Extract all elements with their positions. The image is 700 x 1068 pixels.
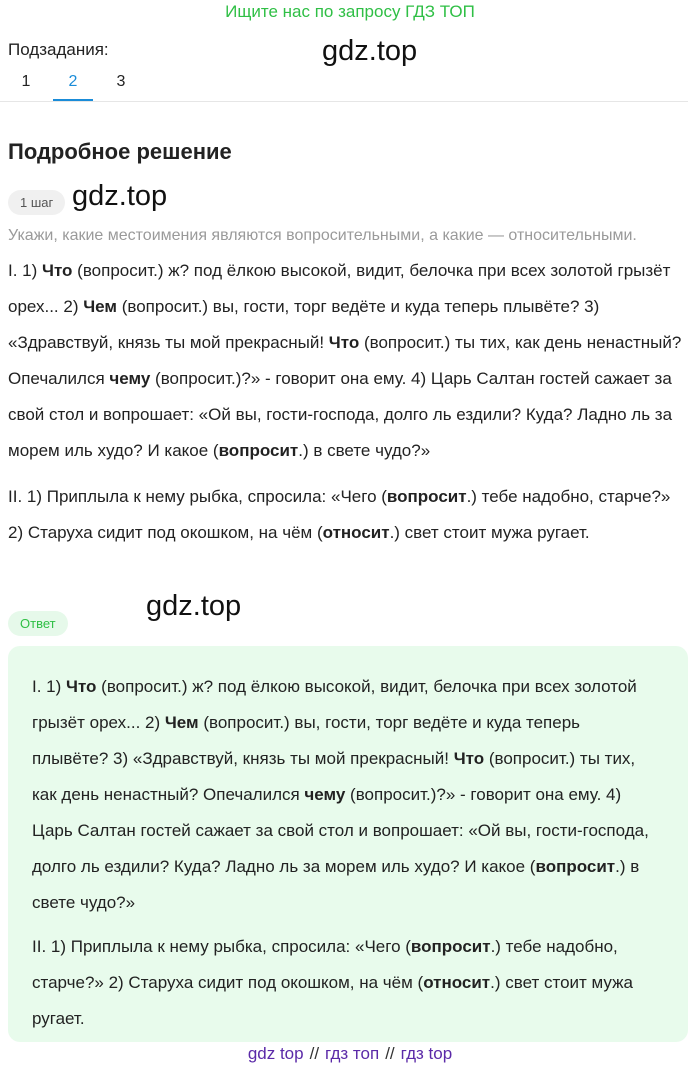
text-run: .) тебе надобно, старче?» 2) Старуха сидит под окошком, на чём ( [32,937,618,992]
subtask-tab-1[interactable]: 1 [21,73,31,90]
text-run: (вопросит.) вы, гости, торг ведёте и куда теперь плывёте? 3) «Здравствуй, князь ты мой прекрасный! [8,297,600,352]
answer-box [8,646,688,1042]
active-tab-indicator [53,99,93,101]
bold-pronoun: Чем [83,297,117,316]
text-run: (вопросит.)?» - говорит она ему. 4) Царь Салтан гостей сажает за свой стол и вопрошает: «Ой вы, гости-господа, долго ль ездили? Куда? Ладно ль за морем иль худо? И какое ( [8,369,673,460]
bold-pronoun: чему [304,785,346,804]
footer-link-1[interactable]: gdz top [247,1044,304,1063]
step-badge: 1 шаг [8,190,65,215]
text-run: II. 1) Приплыла к нему рыбка, спросила: «Чего ( [32,937,411,956]
text-run: .) свет стоит мужа ругает. [389,523,590,542]
text-run: .) тебе надобно, старче?» 2) Старуха сидит под окошком, на чём ( [8,487,671,542]
text-run: (вопросит.) ты тих, как день ненастный? Опечалился [32,749,636,804]
solution-paragraph-2 [8,479,688,551]
bold-pronoun: вопросит [535,857,616,876]
bold-pronoun: Что [453,749,485,768]
text-run: I. 1) [32,677,67,696]
text-run: .) свет стоит мужа ругает. [32,973,633,1028]
bold-pronoun: относит [322,523,390,542]
footer-separator: // [309,1044,320,1063]
watermark: gdz.top [146,590,242,622]
solution-paragraph-1 [8,253,688,469]
answer-badge: Ответ [8,611,68,636]
text-run: (вопросит.) ты тих, как день ненастный? Опечалился [8,333,682,388]
footer-link-2[interactable]: гдз топ [325,1044,380,1063]
text-run: (вопросит.) вы, гости, торг ведёте и куда теперь плывёте? 3) «Здравствуй, князь ты мой прекрасный! [32,713,581,768]
answer-paragraph-1 [32,669,658,921]
bold-pronoun: Чем [164,713,199,732]
answer-paragraph-2 [32,929,658,1037]
text-run: .) в свете чудо?» [298,441,431,460]
footer-separator: // [385,1044,395,1063]
subtask-tab-3[interactable]: 3 [116,73,126,90]
text-run: (вопросит.) ж? под ёлкою высокой, видит, белочка при всех золотой грызёт орех... 2) [32,677,637,732]
text-run: .) в свете чудо?» [32,857,640,912]
subtasks-tabs [0,64,688,102]
watermark: gdz.top [322,35,418,67]
bold-pronoun: относит [423,973,491,992]
footer-link-3[interactable]: гдз top [400,1044,453,1063]
bold-pronoun: Что [42,261,73,280]
bold-pronoun: Что [66,677,97,696]
text-run: I. 1) [8,261,43,280]
subtasks-label: Подзадания: [8,40,109,59]
footer [0,1044,700,1064]
section-title: Подробное решение [8,139,232,164]
bold-pronoun: вопросит [386,487,467,506]
text-run: (вопросит.) ж? под ёлкою высокой, видит, белочка при всех золотой грызёт орех... 2) [8,261,671,316]
watermark: gdz.top [72,180,168,212]
text-run: (вопросит.)?» - говорит она ему. 4) Царь Салтан гостей сажает за свой стол и вопрошает: «Ой вы, гости-господа, долго ль ездили? Куда? Ладно ль за морем иль худо? И какое ( [32,785,649,876]
step-description: Укажи, какие местоимения являются вопросительными, а какие — относительными. [8,227,637,244]
top-banner: Ищите нас по запросу ГДЗ ТОП [225,2,475,21]
text-run: II. 1) Приплыла к нему рыбка, спросила: «Чего ( [8,487,387,506]
bold-pronoun: чему [109,369,151,388]
bold-pronoun: Что [328,333,360,352]
bold-pronoun: вопросит [410,937,491,956]
bold-pronoun: вопросит [218,441,299,460]
subtask-tab-2[interactable]: 2 [68,73,78,90]
